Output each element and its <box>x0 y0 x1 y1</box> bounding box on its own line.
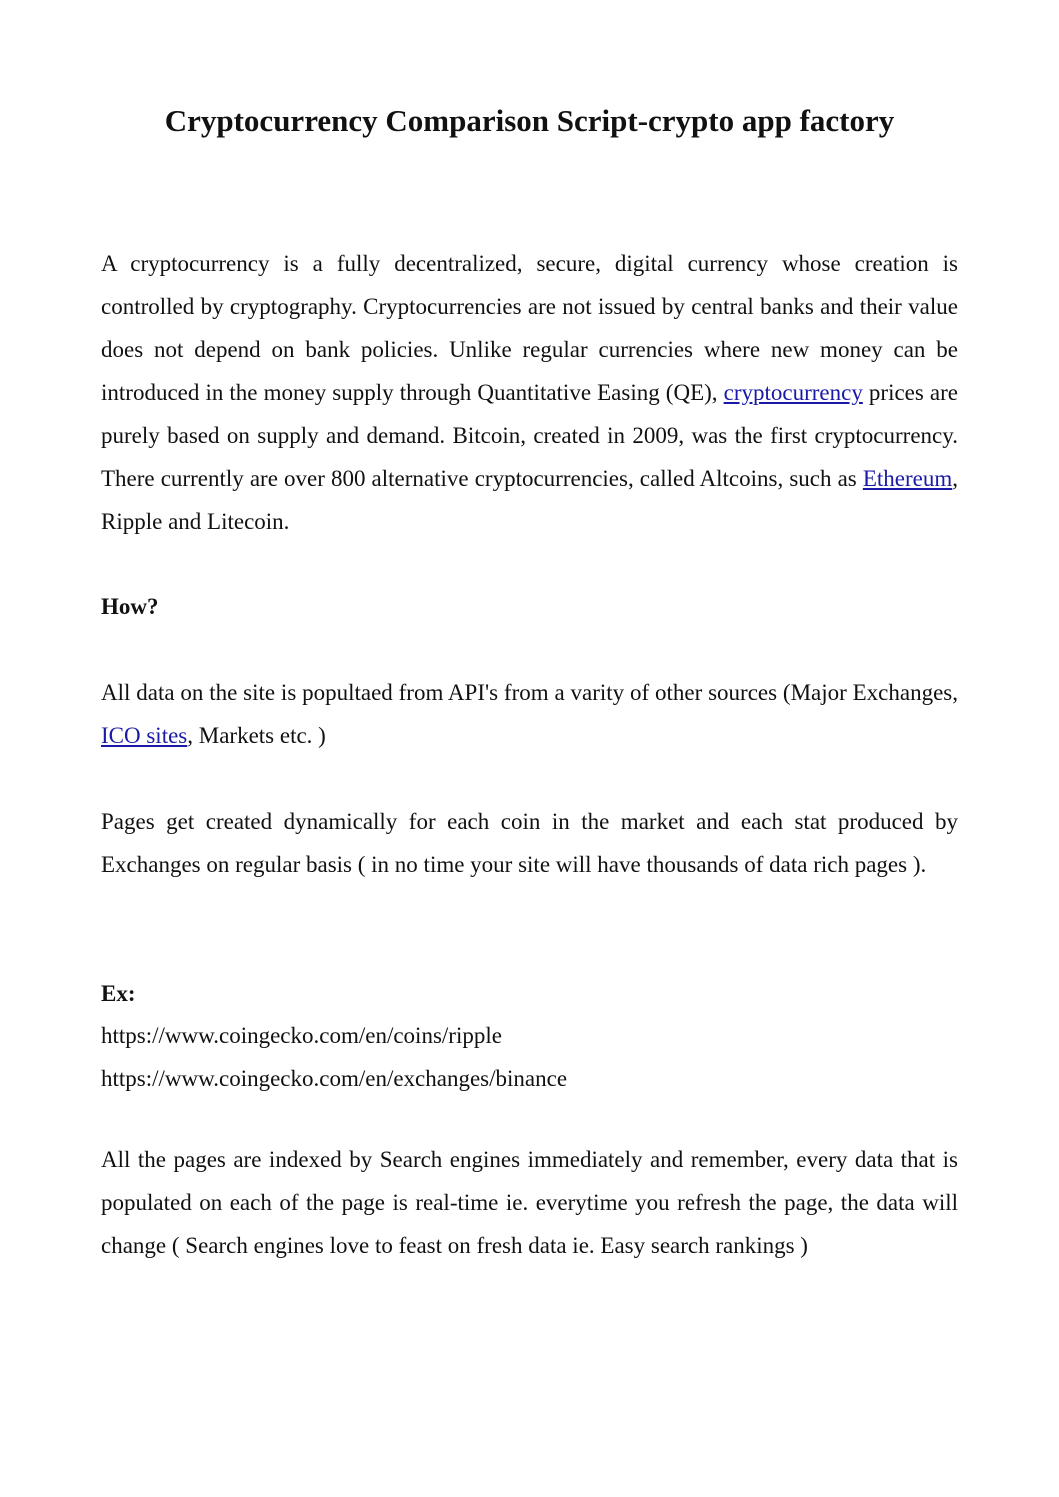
ethereum-link[interactable]: Ethereum <box>862 466 953 491</box>
data-sources-text-2: , Markets etc. ) <box>187 723 326 748</box>
data-sources-paragraph <box>101 671 958 757</box>
intro-paragraph <box>101 242 958 543</box>
indexed-paragraph: All the pages are indexed by Search engines immediately and remember, every data that is populated on each of the page is real-time ie. everytime you refresh the page, the data will change ( Search engines love to feast on fresh data ie. Easy search rankings ) <box>101 1147 958 1258</box>
ex-heading: Ex: <box>101 981 136 1006</box>
how-heading: How? <box>101 594 159 619</box>
page-title: Cryptocurrency Comparison Script-crypto app factory <box>164 103 895 138</box>
example-url-ripple: https://www.coingecko.com/en/coins/ripple <box>101 1023 502 1048</box>
example-url-binance: https://www.coingecko.com/en/exchanges/binance <box>101 1066 568 1091</box>
intro-text-1: A cryptocurrency is a fully decentralized, secure, digital currency whose creation is controlled by cryptography. Cryptocurrencies are not issued by central banks and their value does not depend on bank policies. Unlike regular currencies where new money can be introduced in the money supply through Quantitative Easing (QE), <box>101 251 958 405</box>
data-sources-text-1: All data on the site is popultaed from API's from a varity of other sources (Major Exchanges, <box>101 680 958 705</box>
pages-paragraph: Pages get created dynamically for each coin in the market and each stat produced by Exchanges on regular basis ( in no time your site will have thousands of data rich pages ). <box>101 809 958 877</box>
cryptocurrency-link[interactable]: cryptocurrency <box>723 380 863 405</box>
intro-text-3: , Ripple and Litecoin. <box>101 466 958 534</box>
ico-sites-link[interactable]: ICO sites <box>101 723 188 748</box>
intro-text-2: prices are purely based on supply and demand. Bitcoin, created in 2009, was the first cryptocurrency. There currently are over 800 alternative cryptocurrencies, called Altcoins, such as <box>101 380 958 491</box>
